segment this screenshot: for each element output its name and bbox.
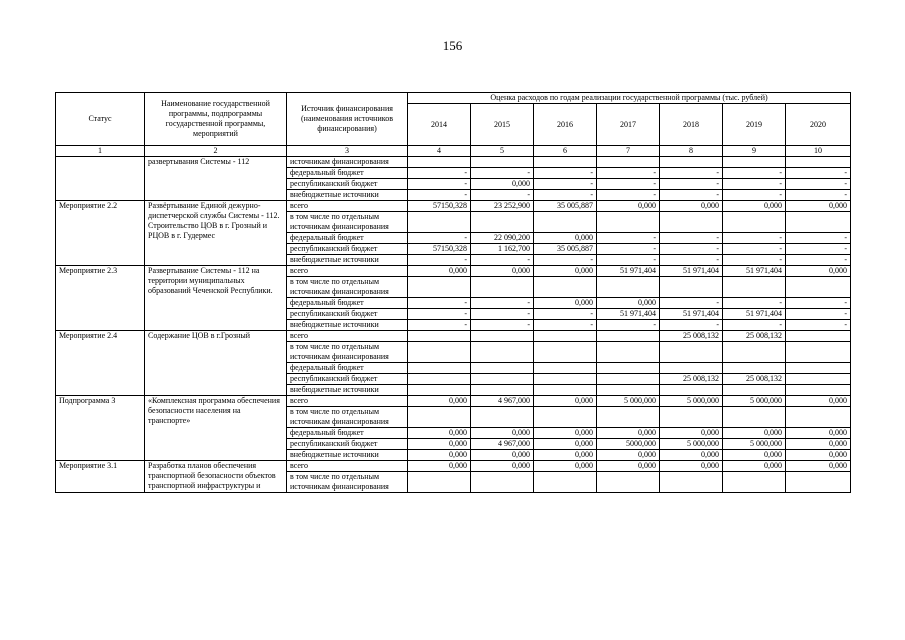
amount-cell: - xyxy=(597,244,660,255)
amount-cell xyxy=(534,374,597,385)
amount-cell: - xyxy=(660,233,723,244)
funding-source: республиканский бюджет xyxy=(287,439,408,450)
amount-cell: 0,000 xyxy=(723,201,786,212)
column-number: 2 xyxy=(145,146,287,157)
amount-cell: 0,000 xyxy=(534,233,597,244)
amount-cell: - xyxy=(471,255,534,266)
amount-cell xyxy=(597,212,660,233)
amount-cell xyxy=(723,277,786,298)
amount-cell: 0,000 xyxy=(534,428,597,439)
amount-cell: 4 967,000 xyxy=(471,439,534,450)
funding-source: в том числе по отдельным источникам финансирования xyxy=(287,277,408,298)
amount-cell: 0,000 xyxy=(534,396,597,407)
amount-cell: - xyxy=(723,233,786,244)
row-name: Разработка планов обеспечения транспортной безопасности объектов транспортной инфраструктуры и xyxy=(145,461,287,493)
header-estimate: Оценка расходов по годам реализации государственной программы (тыс. рублей) xyxy=(408,93,851,104)
amount-cell: 0,000 xyxy=(597,461,660,472)
funding-source: федеральный бюджет xyxy=(287,233,408,244)
amount-cell xyxy=(471,407,534,428)
amount-cell: 0,000 xyxy=(786,201,851,212)
amount-cell: - xyxy=(534,255,597,266)
amount-cell: 25 008,132 xyxy=(723,331,786,342)
page-number: 156 xyxy=(442,38,463,53)
amount-cell: 5 000,000 xyxy=(660,396,723,407)
amount-cell xyxy=(408,342,471,363)
amount-cell xyxy=(723,472,786,493)
amount-cell: 51 971,404 xyxy=(723,309,786,320)
amount-cell: - xyxy=(723,179,786,190)
amount-cell: - xyxy=(408,179,471,190)
funding-source: республиканский бюджет xyxy=(287,244,408,255)
amount-cell: 0,000 xyxy=(471,461,534,472)
amount-cell: 5000,000 xyxy=(597,439,660,450)
column-number: 10 xyxy=(786,146,851,157)
amount-cell xyxy=(660,342,723,363)
column-number: 6 xyxy=(534,146,597,157)
amount-cell xyxy=(471,212,534,233)
amount-cell: - xyxy=(786,168,851,179)
amount-cell: - xyxy=(471,190,534,201)
column-numbers-row xyxy=(56,146,851,157)
amount-cell: 57150,328 xyxy=(408,244,471,255)
amount-cell: 1 162,700 xyxy=(471,244,534,255)
column-number: 4 xyxy=(408,146,471,157)
column-number: 3 xyxy=(287,146,408,157)
funding-source: источникам финансирования xyxy=(287,157,408,168)
amount-cell: - xyxy=(597,255,660,266)
amount-cell xyxy=(597,472,660,493)
amount-cell: 0,000 xyxy=(597,201,660,212)
amount-cell xyxy=(786,407,851,428)
amount-cell: - xyxy=(408,168,471,179)
amount-cell xyxy=(534,472,597,493)
amount-cell: - xyxy=(408,233,471,244)
amount-cell: 51 971,404 xyxy=(723,266,786,277)
amount-cell xyxy=(534,331,597,342)
amount-cell xyxy=(534,277,597,298)
amount-cell xyxy=(660,472,723,493)
header-name: Наименование государственной программы, подпрограммы государственной программы, мероприятий xyxy=(145,93,287,146)
amount-cell xyxy=(534,212,597,233)
column-number: 1 xyxy=(56,146,145,157)
amount-cell: - xyxy=(786,255,851,266)
amount-cell xyxy=(786,331,851,342)
amount-cell xyxy=(471,385,534,396)
amount-cell xyxy=(723,212,786,233)
amount-cell xyxy=(660,212,723,233)
amount-cell xyxy=(597,407,660,428)
amount-cell: - xyxy=(786,179,851,190)
amount-cell xyxy=(786,277,851,298)
amount-cell xyxy=(534,342,597,363)
amount-cell: 35 005,887 xyxy=(534,201,597,212)
header-source: Источник финансирования (наименования источников финансирования) xyxy=(287,93,408,146)
amount-cell: 0,000 xyxy=(408,428,471,439)
header-status: Статус xyxy=(56,93,145,146)
amount-cell: 0,000 xyxy=(471,179,534,190)
column-number: 7 xyxy=(597,146,660,157)
amount-cell: 22 090,200 xyxy=(471,233,534,244)
amount-cell xyxy=(408,331,471,342)
amount-cell: - xyxy=(471,168,534,179)
amount-cell: 0,000 xyxy=(534,439,597,450)
amount-cell xyxy=(534,157,597,168)
amount-cell: - xyxy=(597,168,660,179)
amount-cell xyxy=(786,472,851,493)
amount-cell: 0,000 xyxy=(786,396,851,407)
amount-cell: - xyxy=(660,244,723,255)
amount-cell xyxy=(660,385,723,396)
amount-cell: - xyxy=(786,309,851,320)
amount-cell: 25 008,132 xyxy=(723,374,786,385)
amount-cell: 0,000 xyxy=(534,461,597,472)
amount-cell: - xyxy=(534,320,597,331)
amount-cell xyxy=(534,363,597,374)
header-year: 2017 xyxy=(597,104,660,146)
column-number: 8 xyxy=(660,146,723,157)
row-name: Содержание ЦОВ в г.Грозный xyxy=(145,331,287,396)
amount-cell xyxy=(786,363,851,374)
amount-cell: 0,000 xyxy=(786,450,851,461)
amount-cell xyxy=(786,374,851,385)
amount-cell xyxy=(660,157,723,168)
funding-source: республиканский бюджет xyxy=(287,179,408,190)
column-number: 5 xyxy=(471,146,534,157)
amount-cell: 5 000,000 xyxy=(660,439,723,450)
amount-cell xyxy=(471,342,534,363)
amount-cell: - xyxy=(723,320,786,331)
amount-cell: 0,000 xyxy=(597,298,660,309)
amount-cell xyxy=(534,407,597,428)
table-row xyxy=(56,331,851,342)
amount-cell: 0,000 xyxy=(786,461,851,472)
header-year: 2020 xyxy=(786,104,851,146)
amount-cell: 0,000 xyxy=(786,266,851,277)
amount-cell xyxy=(597,331,660,342)
amount-cell xyxy=(786,342,851,363)
amount-cell: 0,000 xyxy=(597,428,660,439)
table-row xyxy=(56,266,851,277)
funding-source: в том числе по отдельным источникам финансирования xyxy=(287,407,408,428)
amount-cell xyxy=(723,407,786,428)
funding-source: внебюджетные источники xyxy=(287,255,408,266)
amount-cell: - xyxy=(534,179,597,190)
amount-cell: 0,000 xyxy=(534,450,597,461)
amount-cell: - xyxy=(786,320,851,331)
row-status: Мероприятие 2.3 xyxy=(56,266,145,331)
amount-cell: - xyxy=(534,190,597,201)
funding-source: федеральный бюджет xyxy=(287,428,408,439)
amount-cell xyxy=(408,385,471,396)
amount-cell xyxy=(723,342,786,363)
amount-cell: 51 971,404 xyxy=(597,309,660,320)
funding-source: в том числе по отдельным источникам финансирования xyxy=(287,212,408,233)
amount-cell: - xyxy=(660,255,723,266)
amount-cell: - xyxy=(534,309,597,320)
amount-cell: - xyxy=(408,190,471,201)
amount-cell: - xyxy=(597,320,660,331)
amount-cell: - xyxy=(723,298,786,309)
amount-cell: - xyxy=(723,244,786,255)
amount-cell: 0,000 xyxy=(408,439,471,450)
amount-cell xyxy=(597,342,660,363)
amount-cell: 0,000 xyxy=(471,266,534,277)
amount-cell xyxy=(408,472,471,493)
amount-cell: 0,000 xyxy=(723,450,786,461)
amount-cell: - xyxy=(660,168,723,179)
amount-cell xyxy=(597,385,660,396)
header-year: 2015 xyxy=(471,104,534,146)
funding-source: внебюджетные источники xyxy=(287,450,408,461)
amount-cell: - xyxy=(660,190,723,201)
amount-cell xyxy=(408,363,471,374)
amount-cell: 5 000,000 xyxy=(597,396,660,407)
amount-cell xyxy=(660,407,723,428)
amount-cell: - xyxy=(408,320,471,331)
amount-cell: 0,000 xyxy=(408,266,471,277)
amount-cell xyxy=(723,385,786,396)
amount-cell: - xyxy=(786,298,851,309)
amount-cell: 0,000 xyxy=(534,298,597,309)
row-status: Мероприятие 2.4 xyxy=(56,331,145,396)
amount-cell: 0,000 xyxy=(723,428,786,439)
row-status: Мероприятие 2.2 xyxy=(56,201,145,266)
amount-cell: 0,000 xyxy=(471,428,534,439)
amount-cell xyxy=(471,331,534,342)
amount-cell xyxy=(471,277,534,298)
amount-cell: 0,000 xyxy=(408,396,471,407)
budget-table xyxy=(55,92,851,493)
table-row xyxy=(56,157,851,168)
funding-source: всего xyxy=(287,266,408,277)
funding-source: всего xyxy=(287,461,408,472)
amount-cell: - xyxy=(723,190,786,201)
amount-cell: - xyxy=(660,320,723,331)
amount-cell xyxy=(786,157,851,168)
amount-cell: 51 971,404 xyxy=(597,266,660,277)
amount-cell xyxy=(408,277,471,298)
amount-cell xyxy=(597,374,660,385)
amount-cell: 0,000 xyxy=(660,450,723,461)
funding-source: всего xyxy=(287,331,408,342)
funding-source: федеральный бюджет xyxy=(287,298,408,309)
amount-cell: 0,000 xyxy=(408,461,471,472)
amount-cell: 0,000 xyxy=(408,450,471,461)
funding-source: в том числе по отдельным источникам финансирования xyxy=(287,342,408,363)
table-body xyxy=(56,157,851,493)
header-year: 2018 xyxy=(660,104,723,146)
amount-cell xyxy=(597,363,660,374)
row-name: развертывания Системы - 112 xyxy=(145,157,287,201)
amount-cell xyxy=(723,157,786,168)
header-year: 2014 xyxy=(408,104,471,146)
funding-source: внебюджетные источники xyxy=(287,320,408,331)
amount-cell: - xyxy=(408,309,471,320)
amount-cell: 0,000 xyxy=(471,450,534,461)
amount-cell xyxy=(660,277,723,298)
amount-cell: 0,000 xyxy=(786,439,851,450)
row-name: «Комплексная программа обеспечения безопасности населения на транспорте» xyxy=(145,396,287,461)
amount-cell: 0,000 xyxy=(597,450,660,461)
funding-source: всего xyxy=(287,396,408,407)
amount-cell: - xyxy=(786,244,851,255)
funding-source: федеральный бюджет xyxy=(287,168,408,179)
amount-cell: 57150,328 xyxy=(408,201,471,212)
funding-source: республиканский бюджет xyxy=(287,374,408,385)
row-status: Подпрограмма 3 xyxy=(56,396,145,461)
amount-cell xyxy=(408,374,471,385)
amount-cell: - xyxy=(786,190,851,201)
amount-cell xyxy=(660,363,723,374)
amount-cell xyxy=(786,385,851,396)
funding-source: федеральный бюджет xyxy=(287,363,408,374)
amount-cell: 0,000 xyxy=(723,461,786,472)
amount-cell: 51 971,404 xyxy=(660,266,723,277)
amount-cell: - xyxy=(471,320,534,331)
amount-cell xyxy=(471,374,534,385)
amount-cell xyxy=(786,212,851,233)
amount-cell xyxy=(723,363,786,374)
funding-source: внебюджетные источники xyxy=(287,190,408,201)
amount-cell: - xyxy=(471,298,534,309)
amount-cell: 0,000 xyxy=(660,201,723,212)
amount-cell: - xyxy=(786,233,851,244)
amount-cell: - xyxy=(723,255,786,266)
amount-cell: - xyxy=(534,168,597,179)
amount-cell: - xyxy=(660,179,723,190)
amount-cell xyxy=(408,157,471,168)
amount-cell xyxy=(408,212,471,233)
amount-cell: 5 000,000 xyxy=(723,396,786,407)
amount-cell: 5 000,000 xyxy=(723,439,786,450)
amount-cell: 0,000 xyxy=(660,461,723,472)
funding-source: в том числе по отдельным источникам финансирования xyxy=(287,472,408,493)
row-status: Мероприятие 3.1 xyxy=(56,461,145,493)
amount-cell: - xyxy=(408,255,471,266)
table-row xyxy=(56,461,851,472)
amount-cell: 25 008,132 xyxy=(660,331,723,342)
funding-source: республиканский бюджет xyxy=(287,309,408,320)
amount-cell: - xyxy=(408,298,471,309)
table-row xyxy=(56,396,851,407)
row-name: Развертывание Системы - 112 на территории муниципальных образований Чеченской Республики. xyxy=(145,266,287,331)
funding-source: всего xyxy=(287,201,408,212)
funding-source: внебюджетные источники xyxy=(287,385,408,396)
amount-cell: 0,000 xyxy=(660,428,723,439)
amount-cell: - xyxy=(597,179,660,190)
row-name: Развёртывание Единой дежурно-диспетчерской службы Системы - 112. Строительство ЦОВ в г. Грозный и РЦОВ в г. Гудермес xyxy=(145,201,287,266)
amount-cell: - xyxy=(597,233,660,244)
amount-cell: 0,000 xyxy=(786,428,851,439)
amount-cell: 51 971,404 xyxy=(660,309,723,320)
amount-cell xyxy=(534,385,597,396)
amount-cell: - xyxy=(723,168,786,179)
column-number: 9 xyxy=(723,146,786,157)
amount-cell xyxy=(471,157,534,168)
table-row xyxy=(56,201,851,212)
header-year: 2019 xyxy=(723,104,786,146)
amount-cell xyxy=(471,363,534,374)
amount-cell: 0,000 xyxy=(534,266,597,277)
amount-cell: - xyxy=(471,309,534,320)
header-year: 2016 xyxy=(534,104,597,146)
amount-cell: 4 967,000 xyxy=(471,396,534,407)
amount-cell xyxy=(408,407,471,428)
amount-cell xyxy=(471,472,534,493)
amount-cell: 25 008,132 xyxy=(660,374,723,385)
amount-cell xyxy=(597,157,660,168)
amount-cell: - xyxy=(660,298,723,309)
row-status xyxy=(56,157,145,201)
amount-cell xyxy=(597,277,660,298)
amount-cell: 35 005,887 xyxy=(534,244,597,255)
amount-cell: - xyxy=(597,190,660,201)
amount-cell: 23 252,900 xyxy=(471,201,534,212)
